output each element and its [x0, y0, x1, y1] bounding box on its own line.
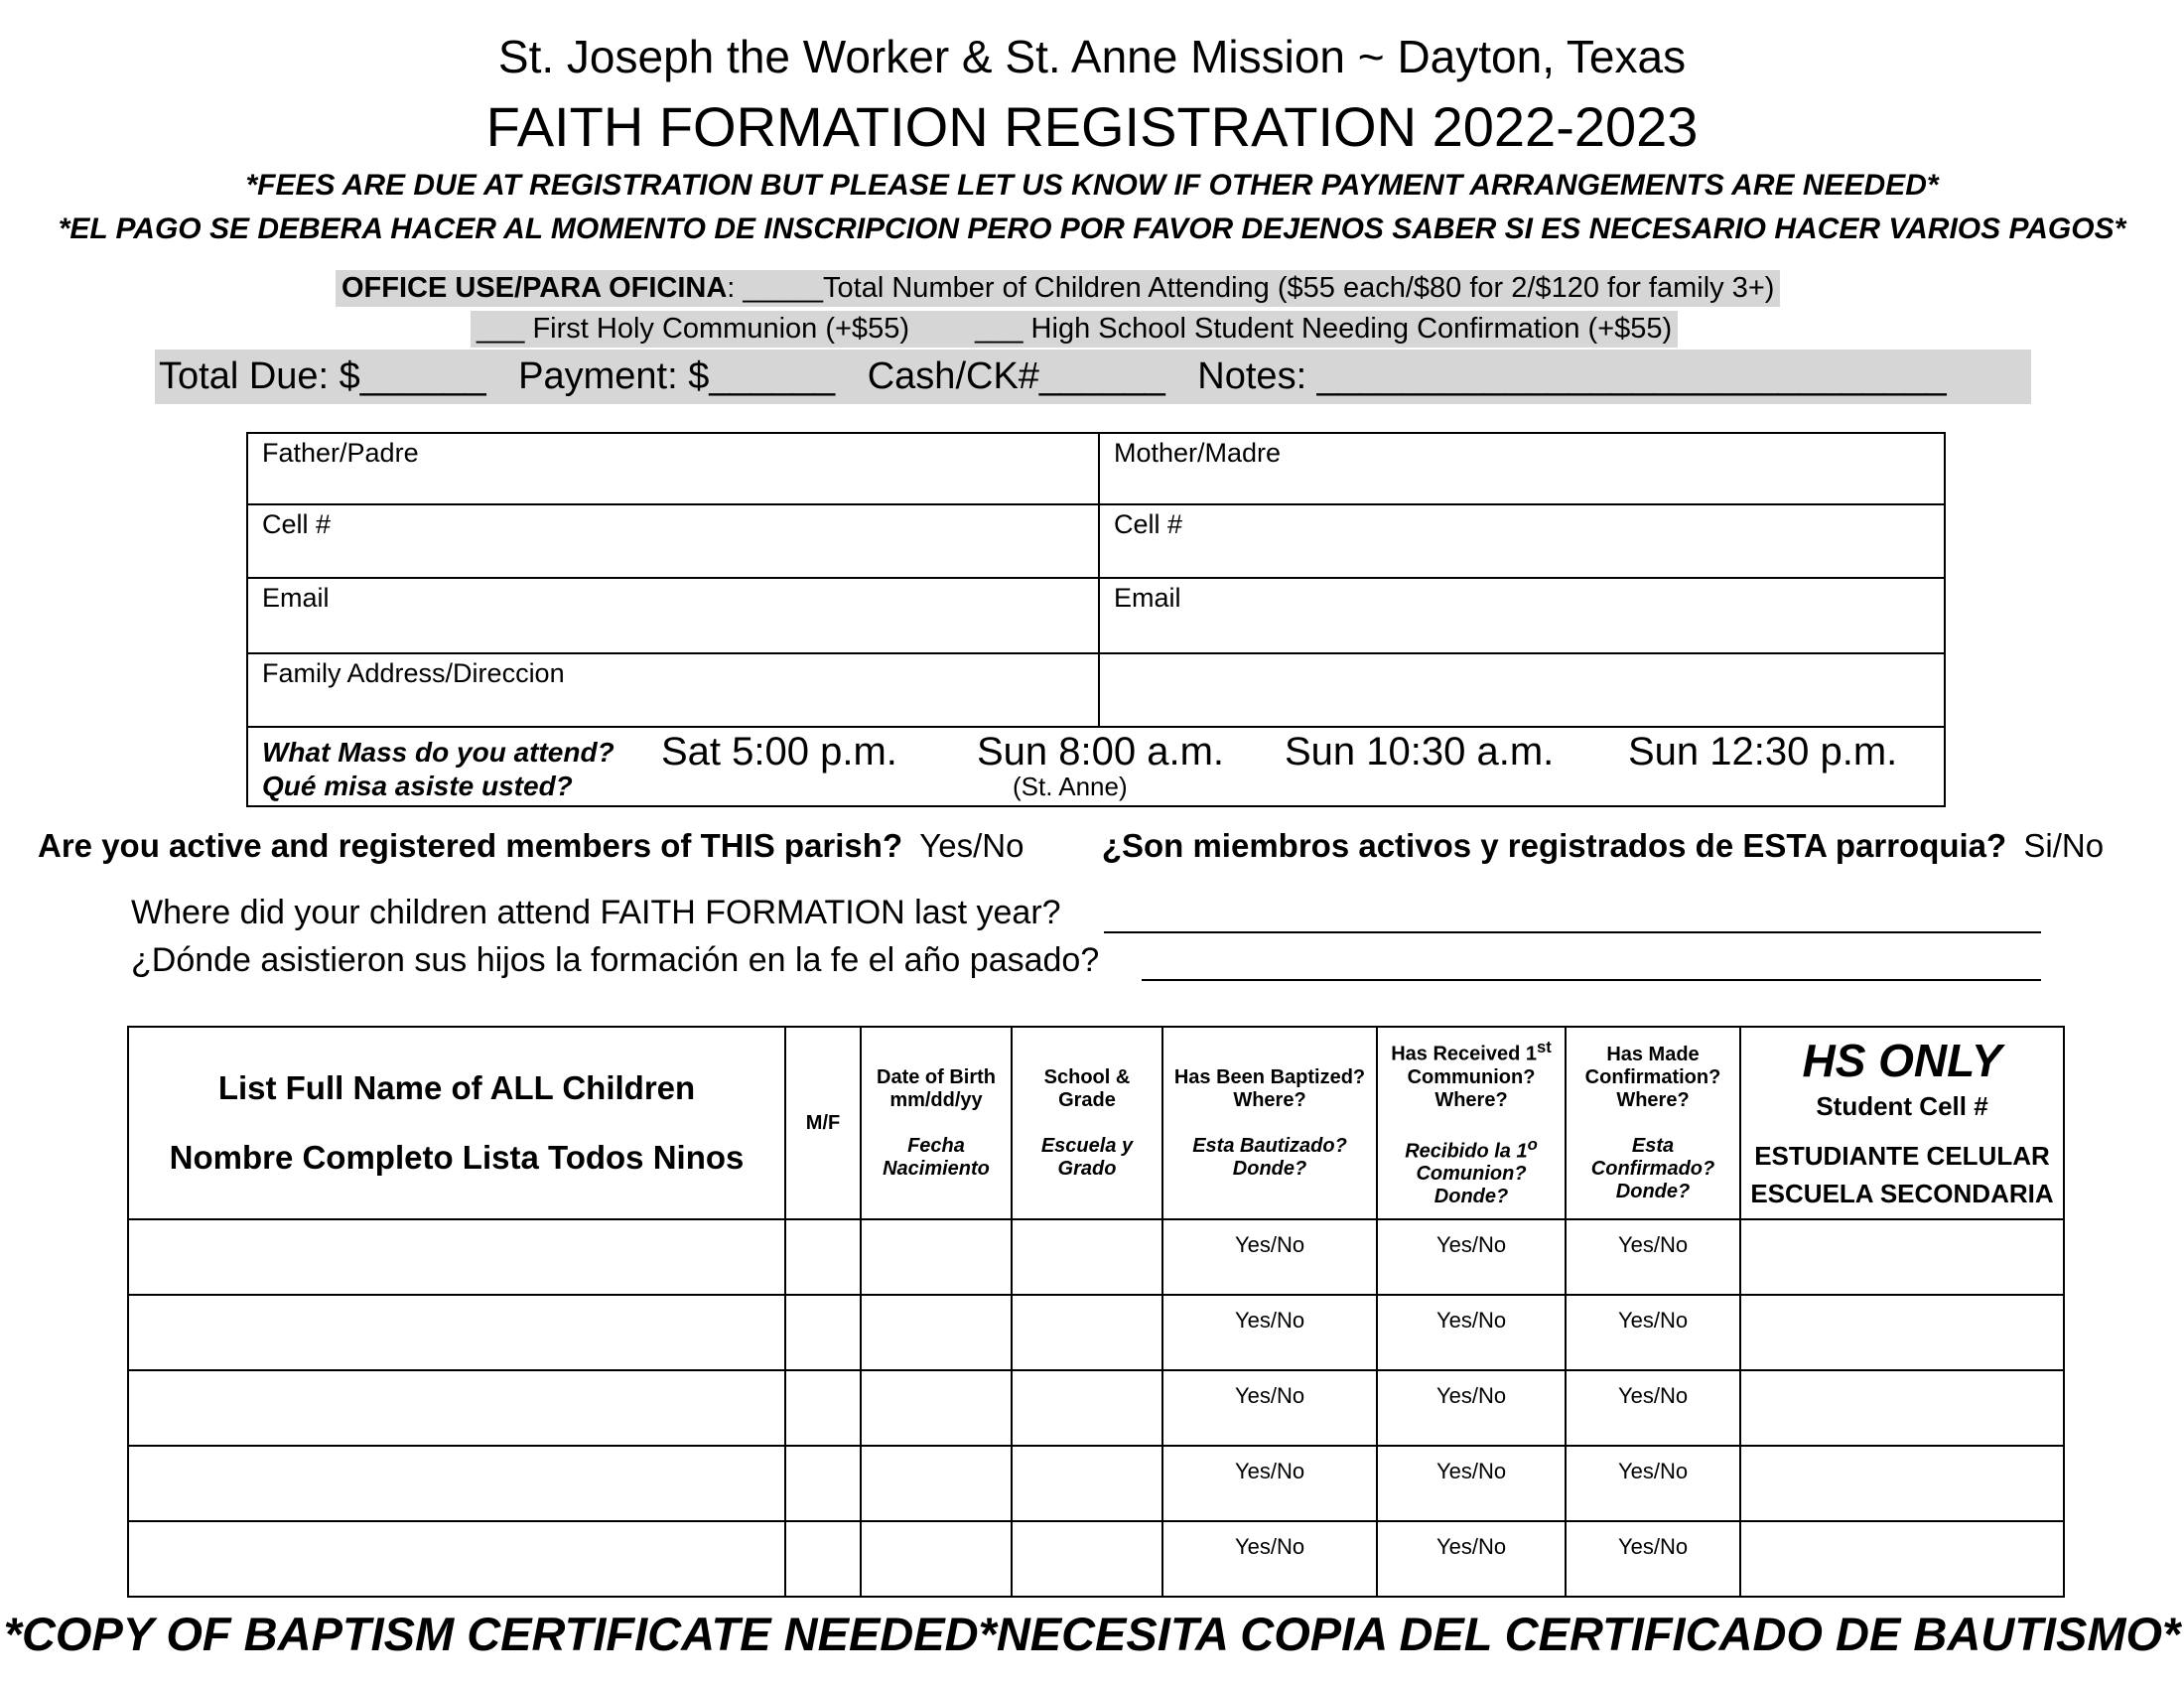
col-baptized-en: Has Been Baptized? Where? [1173, 1065, 1366, 1111]
child-name-cell[interactable] [128, 1295, 785, 1370]
child-dob-cell[interactable] [861, 1446, 1012, 1521]
child-gender-cell[interactable] [785, 1295, 861, 1370]
parish-answer-es[interactable]: Si/No [2023, 827, 2105, 864]
mass-option-sun-1230[interactable]: Sun 12:30 p.m. [1628, 730, 1898, 774]
child-communion-cell[interactable]: Yes/No [1377, 1219, 1566, 1295]
col-hs-title: HS ONLY [1802, 1035, 2002, 1086]
children-table [127, 1026, 2065, 1598]
col-hs-cell-es2: ESCUELA SECONDARIA [1750, 1179, 2054, 1208]
child-confirmation-cell[interactable]: Yes/No [1566, 1219, 1740, 1295]
fees-note-es: *EL PAGO SE DEBERA HACER AL MOMENTO DE INSCRIPCION PERO POR FAVOR DEJENOS SABER SI ES NECESARIO HACER VARIOS PAGOS* [58, 212, 2126, 245]
child-dob-cell[interactable] [861, 1521, 1012, 1597]
parish-question-en: Are you active and registered members of THIS parish? [38, 827, 903, 864]
child-school-cell[interactable] [1012, 1370, 1162, 1446]
last-year-question-es: ¿Dónde asistieron sus hijos la formación en la fe el año pasado? [131, 941, 1100, 979]
children-attending-field[interactable]: : _____Total Number of Children Attending ($55 each/$80 for 2/$120 for family 3+) [727, 272, 1775, 304]
mass-attended-row [247, 727, 1945, 806]
family-address-field[interactable]: Family Address/Direccion [247, 653, 1099, 727]
col-dob-es: Fecha Nacimiento [883, 1134, 990, 1180]
mass-option-sun-1030[interactable]: Sun 10:30 a.m. [1285, 730, 1555, 774]
first-communion-field[interactable]: ___ First Holy Communion (+$55) [477, 313, 909, 345]
parish-membership-question [38, 827, 2152, 865]
col-communion-en [1382, 1038, 1561, 1112]
table-row [128, 1295, 2064, 1370]
child-baptized-cell[interactable]: Yes/No [1162, 1219, 1377, 1295]
child-communion-cell[interactable]: Yes/No [1377, 1370, 1566, 1446]
mass-option-sat-500[interactable]: Sat 5:00 p.m. [661, 730, 897, 774]
child-confirmation-cell[interactable]: Yes/No [1566, 1295, 1740, 1370]
child-gender-cell[interactable] [785, 1446, 861, 1521]
child-hs-cell[interactable] [1740, 1521, 2064, 1597]
fees-note-en: *FEES ARE DUE AT REGISTRATION BUT PLEASE LET US KNOW IF OTHER PAYMENT ARRANGEMENTS ARE NEEDED* [245, 169, 1939, 202]
notes-field[interactable]: Notes: ______________________________ [1197, 355, 1947, 397]
child-hs-cell[interactable] [1740, 1295, 2064, 1370]
child-dob-cell[interactable] [861, 1295, 1012, 1370]
child-gender-cell[interactable] [785, 1521, 861, 1597]
col-communion-es-pre: Recibido la 1 [1405, 1140, 1528, 1163]
mother-cell-field[interactable]: Cell # [1099, 504, 1945, 578]
col-school-en: School & Grade [1043, 1065, 1131, 1111]
last-year-answer-line-es[interactable] [1142, 979, 2041, 981]
col-confirmation-es: Esta Confirmado? Donde? [1590, 1134, 1715, 1202]
parish-answer-en[interactable]: Yes/No [919, 827, 1024, 864]
child-confirmation-cell[interactable]: Yes/No [1566, 1370, 1740, 1446]
mass-option-sun-800[interactable]: Sun 8:00 a.m. [977, 730, 1225, 774]
child-school-cell[interactable] [1012, 1446, 1162, 1521]
child-school-cell[interactable] [1012, 1295, 1162, 1370]
col-hs-cell-en: Student Cell # [1816, 1091, 1988, 1121]
col-school-es: Escuela y Grado [1040, 1134, 1134, 1180]
parish-question-es: ¿Son miembros activos y registrados de ESTA parroquia? [1101, 827, 2007, 864]
col-confirmation [1566, 1027, 1740, 1219]
mass-question-es: Qué misa asiste usted? [262, 771, 573, 801]
child-dob-cell[interactable] [861, 1370, 1012, 1446]
father-cell-field[interactable]: Cell # [247, 504, 1099, 578]
mass-question [262, 736, 614, 803]
mother-email-field[interactable]: Email [1099, 578, 1945, 653]
child-gender-cell[interactable] [785, 1219, 861, 1295]
payment-field[interactable]: Payment: $______ [518, 355, 836, 397]
child-school-cell[interactable] [1012, 1521, 1162, 1597]
col-child-name-es: Nombre Completo Lista Todos Ninos [169, 1139, 745, 1176]
hs-confirmation-field[interactable]: ___ High School Student Needing Confirmation (+$55) [975, 313, 1673, 345]
child-name-cell[interactable] [128, 1446, 785, 1521]
col-communion-es [1382, 1135, 1561, 1209]
form-title: FAITH FORMATION REGISTRATION 2022-2023 [485, 95, 1699, 158]
col-hs-cell-es1: ESTUDIANTE CELULAR [1754, 1141, 2050, 1171]
child-hs-cell[interactable] [1740, 1370, 2064, 1446]
col-hs-only [1740, 1027, 2064, 1219]
family-address-field-2[interactable] [1099, 653, 1945, 727]
child-name-cell[interactable] [128, 1219, 785, 1295]
last-year-question-en: Where did your children attend FAITH FORMATION last year? [131, 894, 1061, 931]
child-confirmation-cell[interactable]: Yes/No [1566, 1521, 1740, 1597]
cash-check-field[interactable]: Cash/CK#______ [867, 355, 1165, 397]
office-use-label: OFFICE USE/PARA OFICINA [341, 272, 728, 304]
col-communion-es-sup: o [1527, 1134, 1538, 1154]
col-dob [861, 1027, 1012, 1219]
table-row [128, 1370, 2064, 1446]
child-communion-cell[interactable]: Yes/No [1377, 1521, 1566, 1597]
col-confirmation-en: Has Made Confirmation? Where? [1584, 1043, 1721, 1111]
mass-question-en: What Mass do you attend? [262, 737, 614, 768]
table-row [128, 1446, 2064, 1521]
payment-summary [155, 350, 2031, 404]
last-year-answer-line-en[interactable] [1104, 931, 2041, 933]
parish-name: St. Joseph the Worker & St. Anne Mission ~ Dayton, Texas [497, 31, 1687, 82]
child-name-cell[interactable] [128, 1370, 785, 1446]
parent-info-table [246, 432, 1946, 807]
child-communion-cell[interactable]: Yes/No [1377, 1446, 1566, 1521]
col-communion-en-pre: Has Received 1 [1391, 1043, 1537, 1065]
col-communion [1377, 1027, 1566, 1219]
child-baptized-cell[interactable]: Yes/No [1162, 1521, 1377, 1597]
child-hs-cell[interactable] [1740, 1219, 2064, 1295]
col-child-name [128, 1027, 785, 1219]
office-use-line [336, 270, 1780, 307]
mass-option-st-anne-note: (St. Anne) [1013, 772, 1128, 801]
child-school-cell[interactable] [1012, 1219, 1162, 1295]
child-name-cell[interactable] [128, 1521, 785, 1597]
col-communion-es-post: Comunion? Donde? [1416, 1163, 1527, 1208]
child-gender-cell[interactable] [785, 1370, 861, 1446]
table-row [128, 1219, 2064, 1295]
baptism-certificate-note: *COPY OF BAPTISM CERTIFICATE NEEDED*NECESITA COPIA DEL CERTIFICADO DE BAUTISMO* [3, 1608, 2181, 1660]
col-dob-en: Date of Birth mm/dd/yy [877, 1065, 996, 1111]
child-hs-cell[interactable] [1740, 1446, 2064, 1521]
col-gender: M/F [785, 1027, 861, 1219]
father-email-field[interactable]: Email [247, 578, 1099, 653]
total-due-field[interactable]: Total Due: $______ [159, 355, 486, 397]
child-confirmation-cell[interactable]: Yes/No [1566, 1446, 1740, 1521]
table-row [128, 1521, 2064, 1597]
col-communion-en-sup: st [1536, 1037, 1552, 1056]
col-baptized-es: Esta Bautizado? Donde? [1192, 1134, 1347, 1180]
child-baptized-cell[interactable]: Yes/No [1162, 1370, 1377, 1446]
col-baptized [1162, 1027, 1377, 1219]
child-baptized-cell[interactable]: Yes/No [1162, 1446, 1377, 1521]
col-communion-en-post: Communion? Where? [1407, 1065, 1536, 1111]
child-baptized-cell[interactable]: Yes/No [1162, 1295, 1377, 1370]
col-child-name-en: List Full Name of ALL Children [217, 1069, 696, 1106]
child-communion-cell[interactable]: Yes/No [1377, 1295, 1566, 1370]
mother-name-field[interactable]: Mother/Madre [1099, 433, 1945, 504]
father-name-field[interactable]: Father/Padre [247, 433, 1099, 504]
col-school [1012, 1027, 1162, 1219]
office-extras-line [471, 311, 1678, 348]
child-dob-cell[interactable] [861, 1219, 1012, 1295]
